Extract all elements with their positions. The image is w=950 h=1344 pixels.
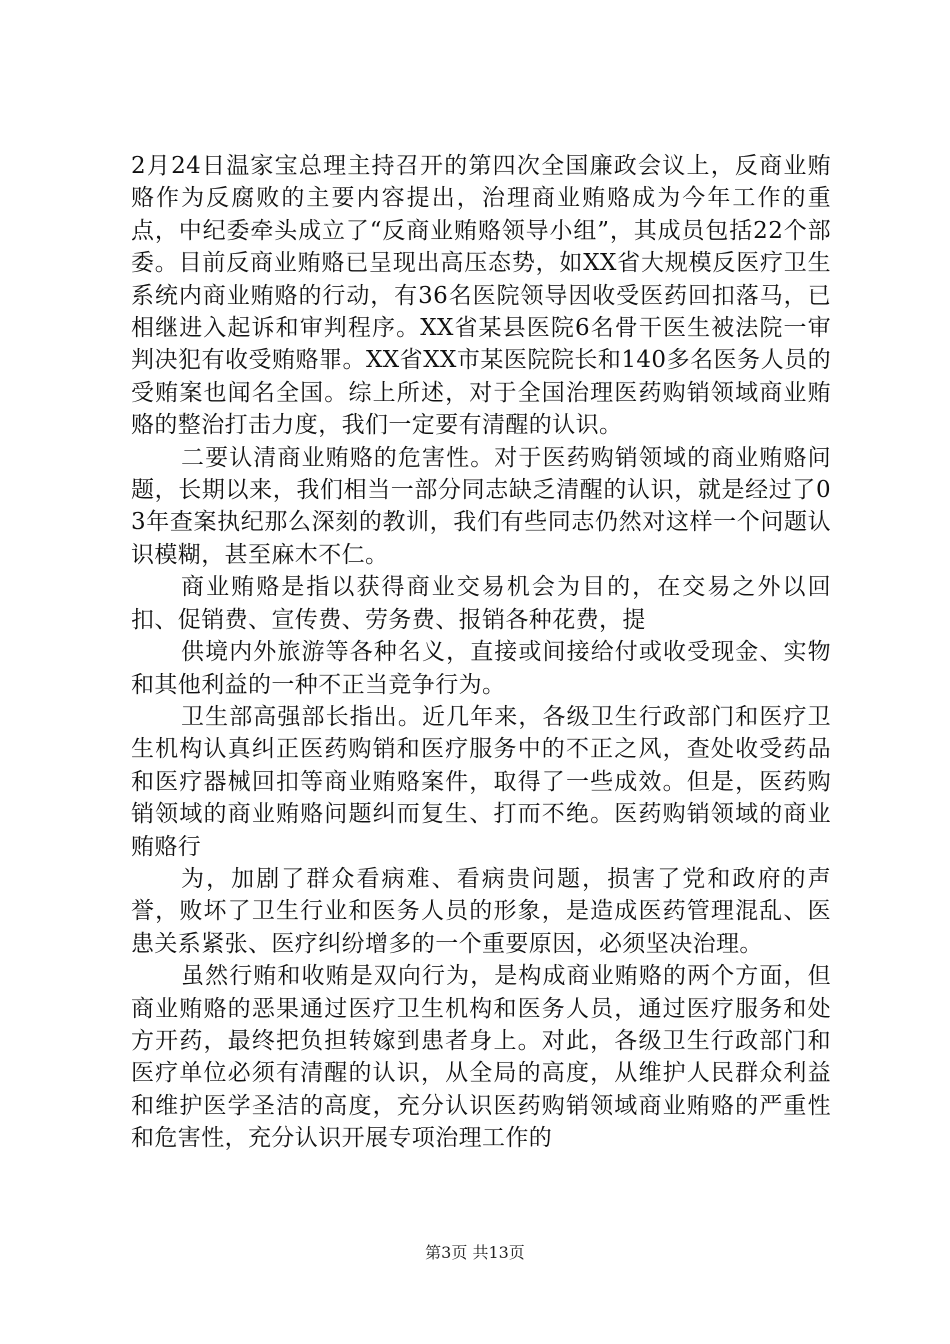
paragraph-6: 为，加剧了群众看病难、看病贵问题，损害了党和政府的声誉，败坏了卫生行业和医务人员的形象，是造成医药管理混乱、医患关系紧张、医疗纠纷增多的一个重要原因，必须坚决治理。 [131, 865, 831, 957]
document-body [131, 150, 831, 1155]
page-footer [0, 1240, 950, 1263]
paragraph-2: 二要认清商业贿赂的危害性。对于医药购销领域的商业贿赂问题，长期以来，我们相当一部分同志缺乏清醒的认识，就是经过了03年查案执纪那么深刻的教训，我们有些同志仍然对这样一个问题认识模糊，甚至麻木不仁。 [131, 444, 831, 568]
page-number-label: 第3页 共13页 [425, 1243, 525, 1262]
paragraph-4: 供境内外旅游等各种名义，直接或间接给付或收受现金、实物和其他利益的一种不正当竞争行为。 [131, 639, 831, 698]
paragraph-7: 虽然行贿和收贿是双向行为，是构成商业贿赂的两个方面，但商业贿赂的恶果通过医疗卫生机构和医务人员，通过医疗服务和处方开药，最终把负担转嫁到患者身上。对此，各级卫生行政部门和医疗单位必须有清醒的认识，从全局的高度，从维护人民群众利益和维护医学圣洁的高度，充分认识医药购销领域商业贿赂的严重性和危害性，充分认识开展专项治理工作的 [131, 963, 831, 1152]
paragraph-3: 商业贿赂是指以获得商业交易机会为目的，在交易之外以回扣、促销费、宣传费、劳务费、报销各种花费，提 [131, 574, 831, 633]
paragraph-5: 卫生部高强部长指出。近几年来，各级卫生行政部门和医疗卫生机构认真纠正医药购销和医疗服务中的不正之风，查处收受药品和医疗器械回扣等商业贿赂案件，取得了一些成效。但是，医药购销领域的商业贿赂问题纠而复生、打而不绝。医药购销领域的商业贿赂行 [131, 703, 831, 860]
paragraph-1: 2月24日温家宝总理主持召开的第四次全国廉政会议上，反商业贿赂作为反腐败的主要内容提出，治理商业贿赂成为今年工作的重点，中纪委牵头成立了“反商业贿赂领导小组”，其成员包括22个部委。目前反商业贿赂已呈现出高压态势，如XX省大规模反医疗卫生系统内商业贿赂的行动，有36名医院领导因收受医药回扣落马，已相继进入起诉和审判程序。XX省某县医院6名骨干医生被法院一审判决犯有收受贿赂罪。XX省XX市某医院院长和140多名医务人员的受贿案也闻名全国。综上所述，对于全国治理医药购销领域商业贿赂的整治打击力度，我们一定要有清醒的认识。 [131, 153, 831, 439]
